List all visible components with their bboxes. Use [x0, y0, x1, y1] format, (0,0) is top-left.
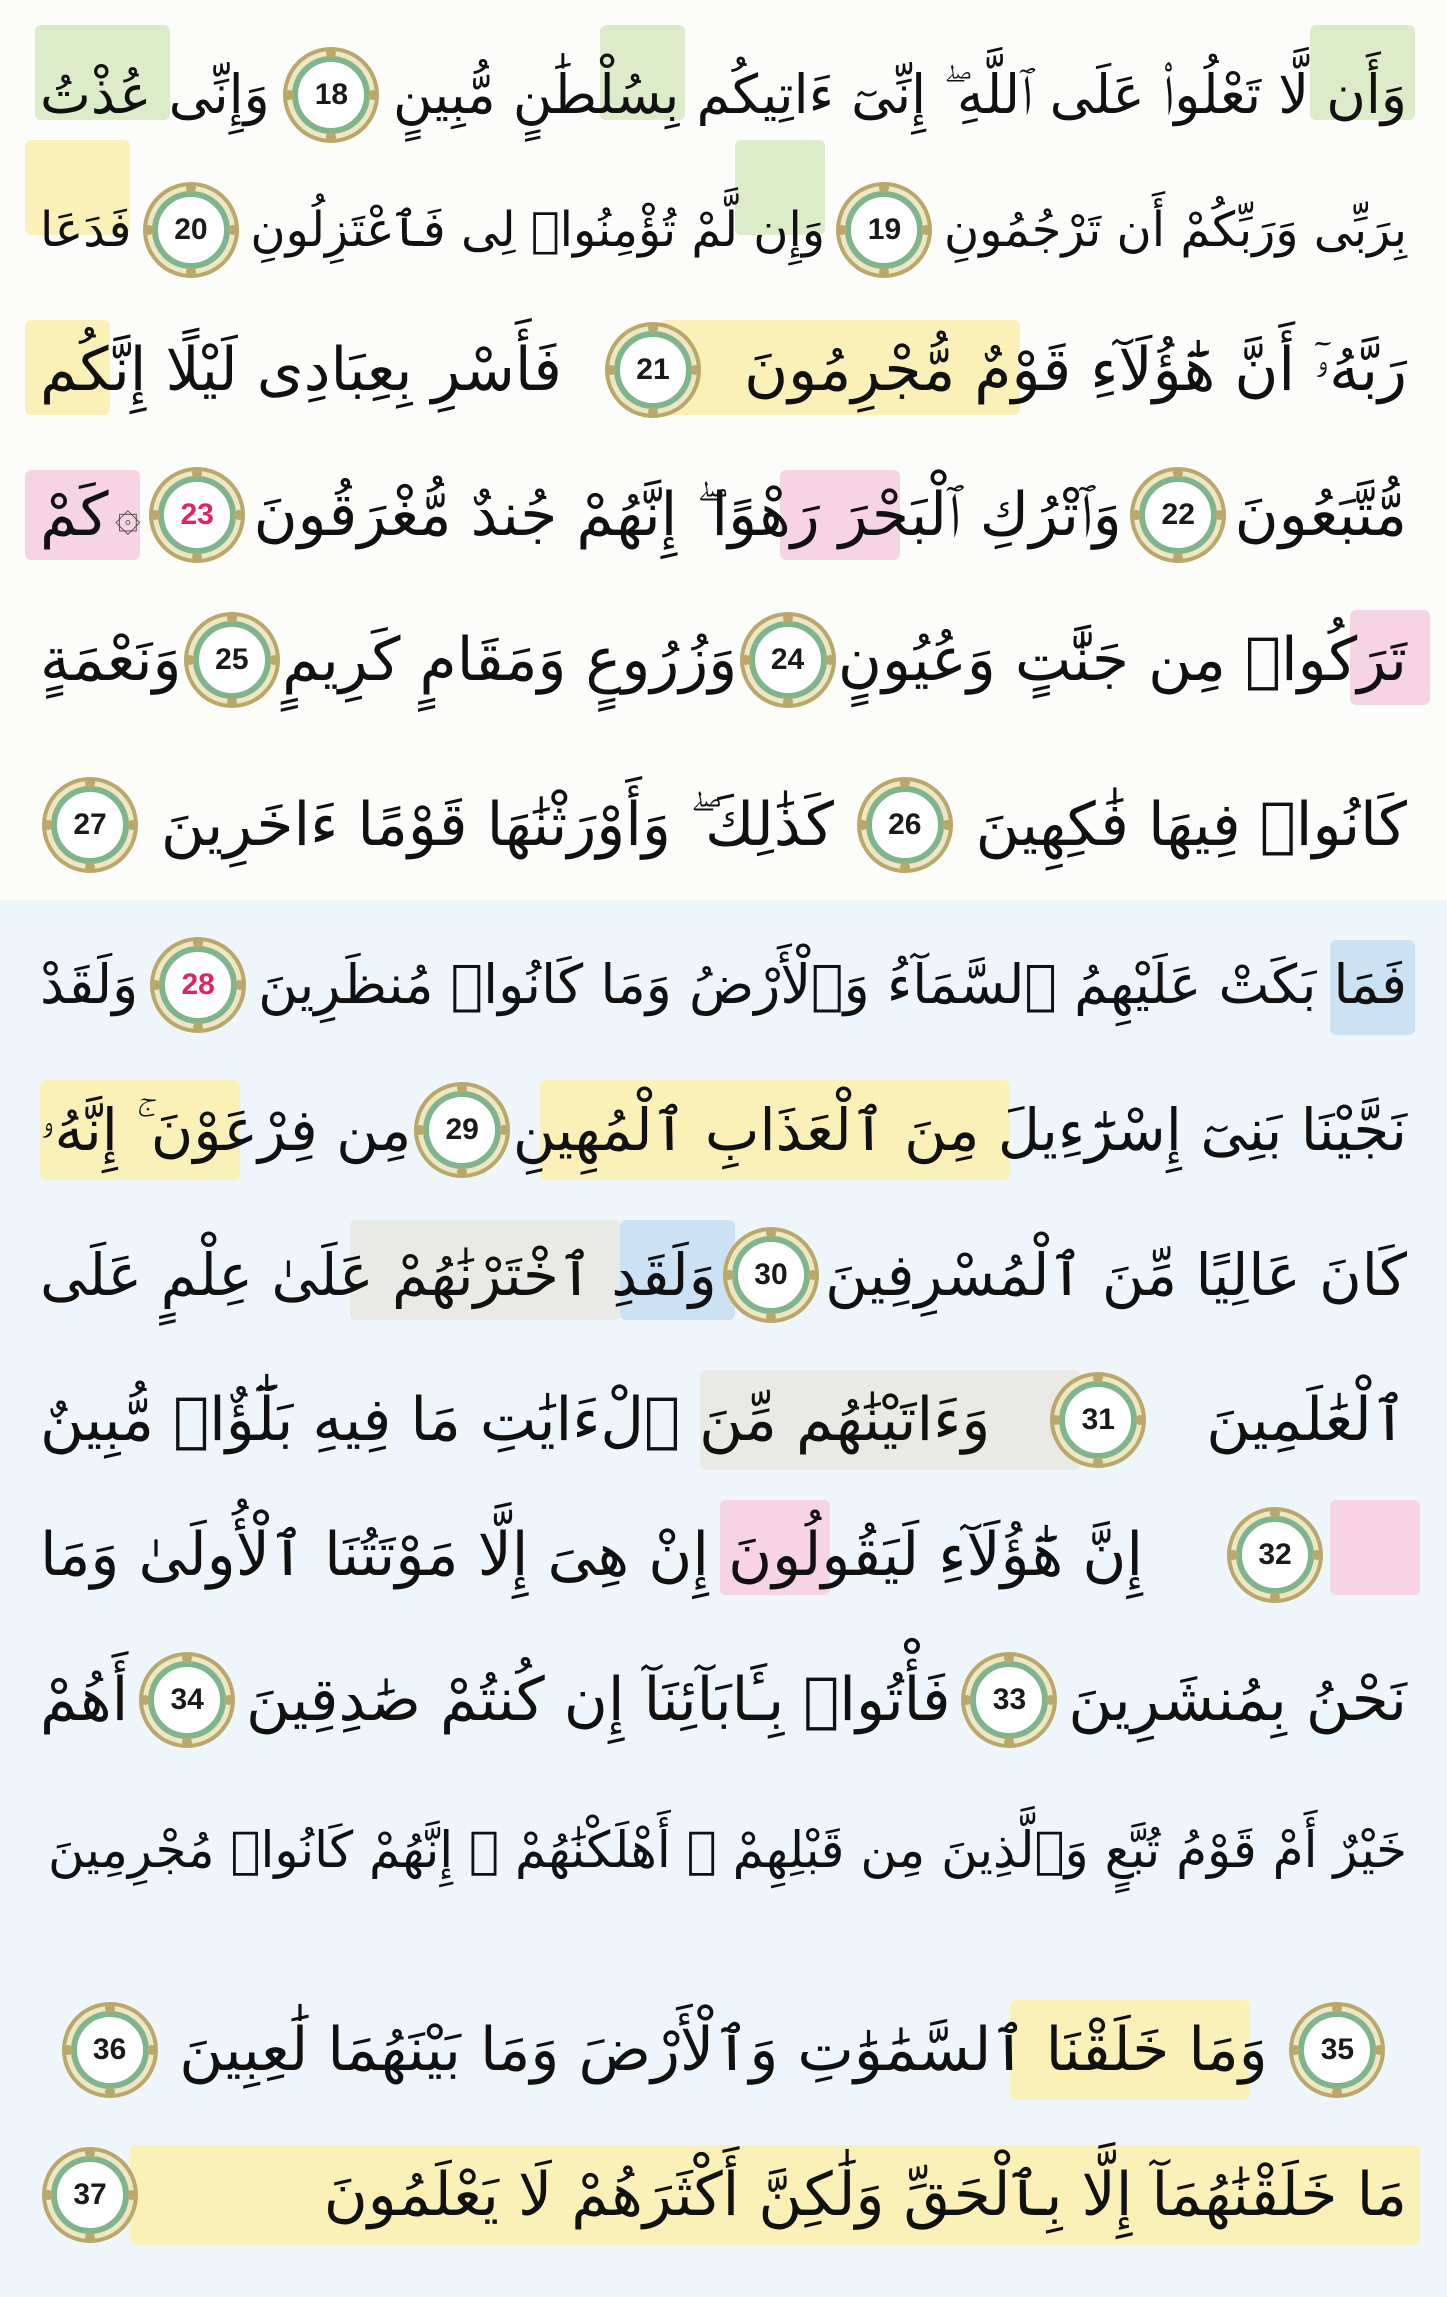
verse-text: وَزُرُوعٍ وَمَقَامٍ كَرِيمٍ [282, 625, 738, 695]
quran-line [40, 595, 1407, 725]
verse-text: وَءَاتَيْنَٰهُم مِّنَ ٱلْءَايَٰتِ مَا فِيهِ بَلَٰٓؤٌا۟ مُّبِينٌ [40, 1385, 991, 1455]
ayah-number: 35 [1320, 2033, 1355, 2066]
verse-text: كَذَٰلِكَ ۖ وَأَوْرَثْنَٰهَا قَوْمًا ءَاخَرِينَ [160, 790, 834, 860]
ayah-number: 34 [170, 1683, 204, 1716]
sajda-star-icon: ۞ [114, 489, 141, 541]
verse-text: كَانَ عَالِيًا مِّنَ ٱلْمُسْرِفِينَ [825, 1241, 1407, 1309]
quran-line [40, 1355, 1407, 1485]
ayah-number: 18 [314, 78, 349, 111]
verse-text: فَمَا بَكَتْ عَلَيْهِمُ ٱلسَّمَآءُ وَٱلْأَرْضُ وَمَا كَانُوا۟ مُنظَرِينَ [258, 953, 1407, 1016]
quran-line [40, 1490, 1407, 1620]
ayah-end-rosette-icon [1225, 1505, 1325, 1605]
ayah-number: 23 [180, 498, 214, 531]
verse-text: وَلَقَدِ ٱخْتَرْنَٰهُمْ عَلَىٰ عِلْمٍ عَلَى [40, 1241, 717, 1309]
ayah-number: 22 [1161, 498, 1195, 531]
ayah-end-rosette-icon [959, 1650, 1059, 1750]
ayah-end-rosette-icon [281, 45, 381, 145]
ayah-number: 26 [888, 808, 922, 841]
quran-line [40, 760, 1407, 890]
ayah-end-rosette-icon [738, 610, 838, 710]
verse-text: فَأْتُوا۟ بِـَٔابَآئِنَآ إِن كُنتُمْ صَٰدِقِينَ [246, 1665, 951, 1735]
verse-text: وَٱتْرُكِ ٱلْبَحْرَ رَهْوًا ۖ إِنَّهُمْ جُندٌ مُّغْرَقُونَ [253, 480, 1122, 550]
ayah-number: 25 [215, 643, 249, 676]
verse-text: وَلَقَدْ [40, 953, 139, 1016]
quran-line [40, 165, 1407, 295]
verse-text: كَانُوا۟ فِيهَا فَٰكِهِينَ [975, 790, 1407, 860]
verse-text: وَإِن لَّمْ تُؤْمِنُوا۟ لِى فَٱعْتَزِلُونِ [250, 202, 825, 258]
ayah-end-rosette-icon [40, 2145, 140, 2245]
ayah-end-rosette-icon [141, 180, 241, 280]
ayah-number: 27 [73, 808, 107, 841]
ayah-number: 20 [174, 213, 208, 246]
verse-text: رَبَّهُۥٓ أَنَّ هَٰٓؤُلَآءِ قَوْمٌ مُّجْرِمُونَ [744, 335, 1407, 405]
ayah-end-rosette-icon [412, 1080, 512, 1180]
ayah-number: 21 [636, 353, 670, 386]
ayah-end-rosette-icon [137, 1650, 237, 1750]
ayah-number: 28 [181, 968, 215, 1001]
ayah-number: 32 [1258, 1538, 1292, 1571]
verse-text: وَمَا خَلَقْنَا ٱلسَّمَٰوَٰتِ وَٱلْأَرْضَ وَمَا بَيْنَهُمَا لَٰعِبِينَ [179, 2015, 1268, 2085]
ayah-number: 31 [1081, 1403, 1115, 1436]
quran-line [40, 1985, 1407, 2115]
verse-text: نَحْنُ بِمُنشَرِينَ [1068, 1665, 1407, 1735]
verse-text: إِنَّ هَٰٓؤُلَآءِ لَيَقُولُونَ إِنْ هِىَ إِلَّا مَوْتَتُنَا ٱلْأُولَىٰ وَمَا [40, 1520, 1144, 1590]
ayah-end-rosette-icon [148, 935, 248, 1035]
quran-line [40, 2130, 1407, 2260]
quran-line [40, 1210, 1407, 1340]
ayah-end-rosette-icon [603, 320, 703, 420]
verse-text: أَهُمْ [40, 1665, 129, 1735]
verse-text: وَأَن لَّا تَعْلُوا۟ عَلَى ٱللَّهِ ۖ إِنِّىٓ ءَاتِيكُم بِسُلْطَٰنٍ مُّبِينٍ [393, 63, 1407, 126]
ayah-end-rosette-icon [721, 1225, 821, 1325]
ayah-end-rosette-icon [40, 775, 140, 875]
ayah-end-rosette-icon [147, 465, 247, 565]
ayah-end-rosette-icon [834, 180, 934, 280]
ayah-end-rosette-icon [182, 610, 282, 710]
ayah-number: 24 [770, 643, 805, 676]
verse-text: كَمْ [40, 480, 109, 550]
verse-text: مِن فِرْعَوْنَ ۚ إِنَّهُۥ [40, 1096, 412, 1164]
quran-line [40, 1635, 1407, 1765]
quran-line [40, 920, 1407, 1050]
ayah-number: 29 [445, 1113, 479, 1146]
ayah-end-rosette-icon [60, 2000, 160, 2100]
verse-text: مَا خَلَقْنَٰهُمَآ إِلَّا بِٱلْحَقِّ وَلَٰكِنَّ أَكْثَرَهُمْ لَا يَعْلَمُونَ [323, 2160, 1407, 2230]
verse-text: تَرَكُوا۟ مِن جَنَّٰتٍ وَعُيُونٍ [837, 625, 1407, 695]
ayah-number: 33 [992, 1683, 1027, 1716]
ayah-number: 19 [867, 213, 902, 246]
verse-text: فَأَسْرِ بِعِبَادِى لَيْلًا إِنَّكُم [40, 335, 562, 405]
ayah-end-rosette-icon [855, 775, 955, 875]
quran-line [40, 30, 1407, 160]
verse-text: وَنَعْمَةٍ [40, 625, 182, 695]
ayah-end-rosette-icon [1128, 465, 1228, 565]
verse-text: ٱلْعَٰلَمِينَ [1206, 1385, 1407, 1455]
verse-text: نَجَّيْنَا بَنِىٓ إِسْرَٰٓءِيلَ مِنَ ٱلْعَذَابِ ٱلْمُهِينِ [512, 1096, 1407, 1164]
verse-text: بِرَبِّى وَرَبِّكُمْ أَن تَرْجُمُونِ [943, 202, 1407, 258]
quran-line [40, 450, 1407, 580]
verse-text: وَإِنِّى عُذْتُ [40, 63, 270, 126]
ayah-number: 36 [92, 2033, 127, 2066]
verse-text: مُّتَّبَعُونَ [1234, 480, 1407, 550]
ayah-end-rosette-icon [1287, 2000, 1387, 2100]
ayah-number: 37 [73, 2178, 107, 2211]
quran-line [40, 1065, 1407, 1195]
verse-text: خَيْرٌ أَمْ قَوْمُ تُبَّعٍ وَٱلَّذِينَ مِن قَبْلِهِمْ ۚ أَهْلَكْنَٰهُمْ ۖ إِنَّهُمْ كَانُوا۟ مُجْرِمِينَ [47, 1821, 1407, 1879]
quran-line [40, 305, 1407, 435]
ayah-number: 30 [754, 1258, 788, 1291]
verse-text: فَدَعَا [40, 202, 132, 258]
ayah-end-rosette-icon [1048, 1370, 1148, 1470]
quran-line [40, 1785, 1407, 1915]
